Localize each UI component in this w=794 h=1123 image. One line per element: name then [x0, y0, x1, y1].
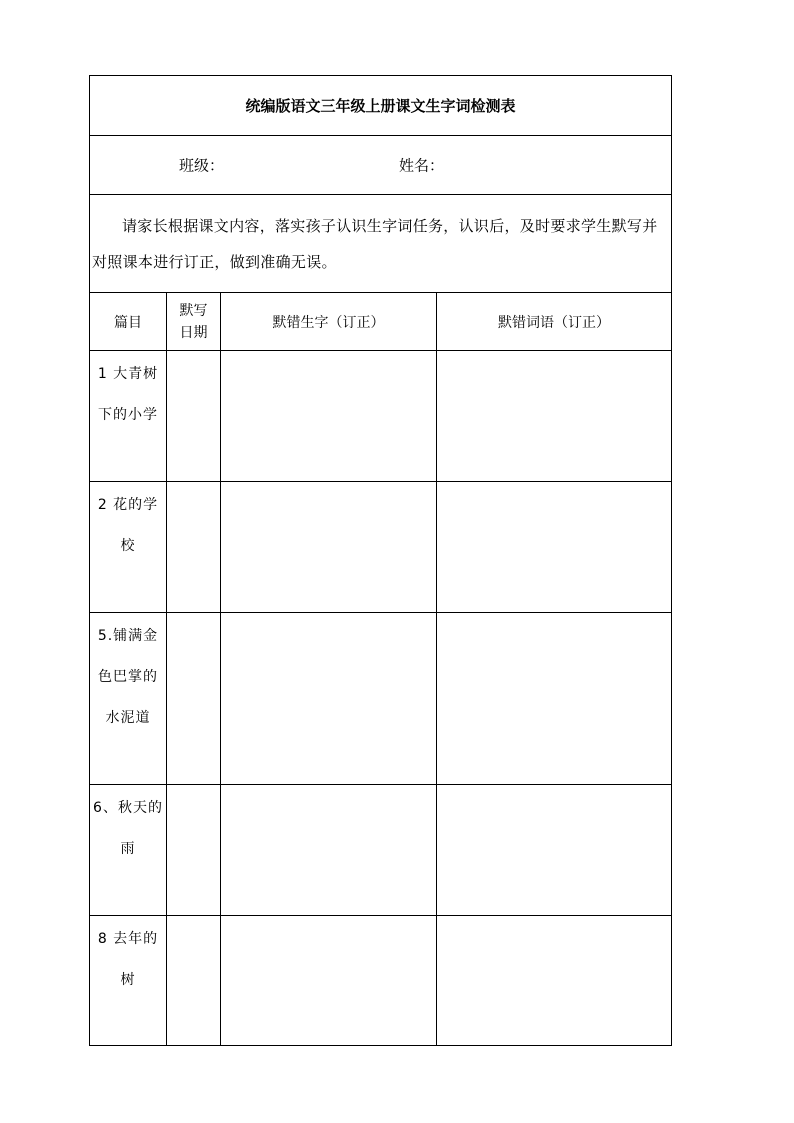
lesson-line: 1 大青树	[97, 366, 159, 382]
lesson-cell	[90, 916, 167, 1046]
wrong-chars-cell[interactable]	[221, 613, 437, 785]
name-label: 姓名：	[399, 156, 445, 175]
date-cell[interactable]	[167, 916, 221, 1046]
table-row	[90, 351, 672, 482]
lesson-line: 6、秋天的	[93, 800, 163, 816]
wrong-chars-cell[interactable]	[221, 916, 437, 1046]
table-row	[90, 613, 672, 785]
wrong-words-cell[interactable]	[437, 916, 672, 1046]
wrong-words-cell[interactable]	[437, 613, 672, 785]
wrong-chars-cell[interactable]	[221, 351, 437, 482]
lesson-line: 下的小学	[98, 407, 158, 423]
date-cell[interactable]	[167, 613, 221, 785]
info-row	[90, 136, 672, 195]
header-date-line2: 日期	[179, 324, 208, 341]
wrong-chars-cell[interactable]	[221, 482, 437, 613]
title-row	[90, 76, 672, 136]
wrong-words-cell[interactable]	[437, 351, 672, 482]
wrong-chars-cell[interactable]	[221, 785, 437, 916]
class-label: 班级：	[179, 156, 225, 175]
header-wrong-chars: 默错生字（订正）	[221, 293, 437, 351]
lesson-line: 2 花的学	[97, 497, 159, 513]
lesson-cell	[90, 785, 167, 916]
wrong-words-cell[interactable]	[437, 785, 672, 916]
lesson-cell	[90, 351, 167, 482]
header-wrong-words: 默错词语（订正）	[437, 293, 672, 351]
lesson-line: 校	[120, 538, 136, 554]
note-row	[90, 195, 672, 293]
page-title: 统编版语文三年级上册课文生字词检测表	[90, 76, 672, 136]
lesson-line: 8 去年的	[97, 931, 159, 947]
header-lesson: 篇目	[90, 293, 167, 351]
table-row	[90, 482, 672, 613]
table-row	[90, 916, 672, 1046]
lesson-cell	[90, 613, 167, 785]
wrong-words-cell[interactable]	[437, 482, 672, 613]
date-cell[interactable]	[167, 351, 221, 482]
lesson-cell	[90, 482, 167, 613]
table-row	[90, 785, 672, 916]
parent-instructions: 请家长根据课文内容，落实孩子认识生字词任务，认识后，及时要求学生默写并对照课本进行订正，做到准确无误。	[90, 195, 672, 293]
header-date-line1: 默写	[179, 302, 208, 319]
lesson-line: 树	[120, 972, 136, 988]
lesson-line: 色巴掌的	[98, 669, 158, 685]
student-info-cell	[90, 136, 672, 195]
lesson-line: 水泥道	[105, 710, 151, 726]
lesson-line: 雨	[120, 841, 136, 857]
lesson-line: 5.铺满金	[97, 628, 159, 644]
date-cell[interactable]	[167, 482, 221, 613]
header-row	[90, 293, 672, 351]
date-cell[interactable]	[167, 785, 221, 916]
header-date	[167, 293, 221, 351]
dictation-check-table	[89, 75, 672, 1046]
